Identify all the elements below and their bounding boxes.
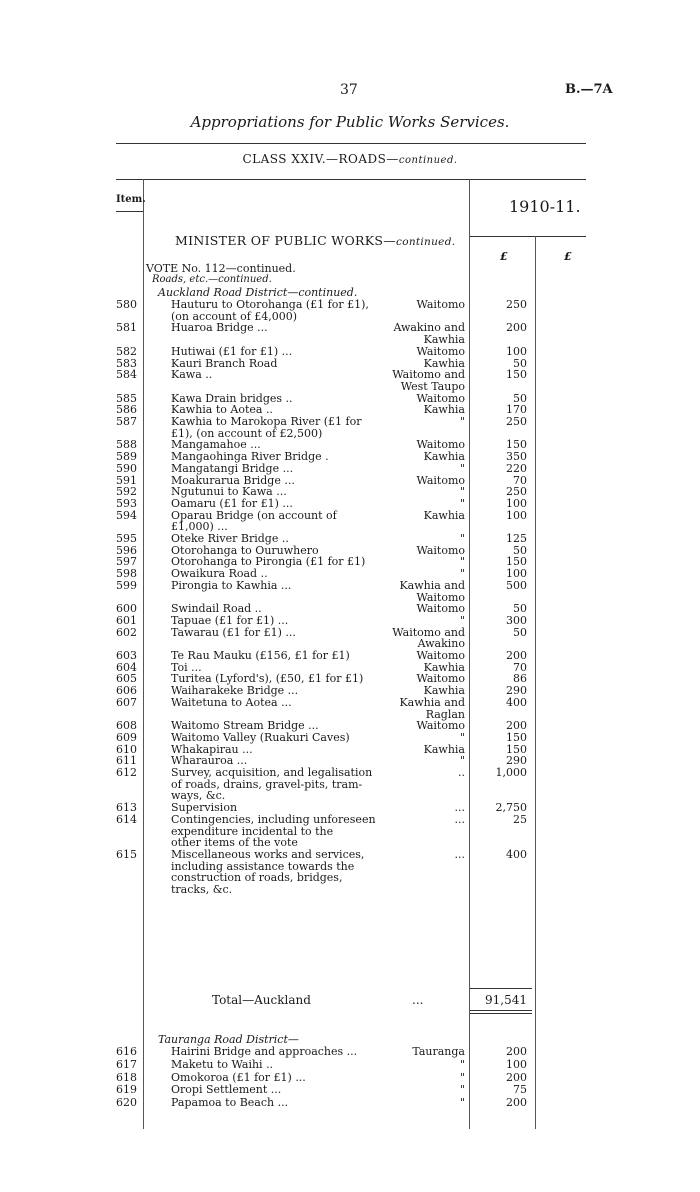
item-number: 595: [116, 532, 137, 545]
item-locality: ": [459, 496, 465, 510]
table-row: [0, 311, 700, 323]
item-amount: 100: [506, 344, 527, 358]
item-description: Kauri Branch Road: [171, 356, 278, 370]
table-row: [0, 580, 700, 592]
item-amount: 200: [506, 321, 527, 335]
item-description: Wharauroa ...: [171, 754, 248, 768]
item-number: 609: [116, 730, 137, 744]
item-amount: 200: [506, 719, 527, 733]
item-description: Supervision: [171, 801, 238, 815]
table-row: [0, 393, 700, 405]
item-locality: Kawhia: [423, 684, 465, 698]
table-row: [0, 638, 700, 650]
table-row: [0, 592, 700, 604]
item-number: 619: [116, 1083, 137, 1097]
item-description: Moakurarua Bridge ...: [171, 473, 295, 487]
item-amount: 75: [513, 1083, 527, 1097]
item-number: 598: [116, 567, 137, 581]
item-number: 599: [116, 578, 137, 592]
item-amount: 200: [506, 1045, 527, 1058]
item-amount: 150: [506, 730, 527, 744]
table-row: [0, 732, 700, 744]
item-description: Waitetuna to Aotea ...: [171, 695, 292, 709]
item-locality: West Taupo: [400, 379, 465, 393]
total-top-rule: [470, 988, 532, 989]
table-row: [0, 346, 700, 358]
item-number: 603: [116, 649, 137, 662]
item-locality: Waitomo: [416, 590, 465, 604]
item-amount: 250: [506, 415, 527, 428]
item-description: Swindail Road ..: [171, 602, 262, 616]
table-row: [0, 872, 700, 884]
item-description: Maketu to Waihi ..: [171, 1057, 274, 1071]
subtitle-main: CLASS XXIV.—ROADS—: [242, 152, 399, 166]
item-number: 615: [116, 847, 137, 861]
item-amount: 500: [506, 578, 527, 592]
table-row: [0, 1072, 700, 1084]
item-number: 611: [116, 754, 137, 768]
table-row: [0, 416, 700, 428]
table-row: [0, 439, 700, 451]
table-row: [0, 720, 700, 732]
item-number: 583: [116, 356, 137, 370]
item-number: 594: [116, 508, 137, 522]
table-row: [0, 510, 700, 522]
item-description: Waitomo Valley (Ruakuri Caves): [171, 730, 350, 744]
item-number: 589: [116, 450, 137, 464]
table-row: [0, 568, 700, 580]
item-description: £1), (on account of £2,500): [171, 426, 323, 440]
total-dots: ...: [412, 993, 424, 1007]
year-header: 1910-11.: [509, 197, 581, 216]
table-row: [0, 673, 700, 685]
item-amount: 70: [513, 660, 527, 674]
item-number: 585: [116, 391, 137, 405]
item-locality: Waitomo and: [392, 368, 465, 382]
item-description: other items of the vote: [171, 836, 298, 850]
item-locality: Waitomo and: [392, 625, 465, 639]
total-amount: 91,541: [485, 993, 527, 1007]
table-row: [0, 556, 700, 568]
table-row: [0, 884, 700, 896]
item-number: 610: [116, 742, 137, 756]
item-locality: Tauranga: [412, 1045, 465, 1058]
table-row: [0, 779, 700, 791]
table-row: [0, 463, 700, 475]
table-row: [0, 334, 700, 346]
item-locality: ...: [454, 801, 465, 815]
table-row: [0, 627, 700, 639]
item-description: including assistance towards the: [171, 859, 355, 873]
class-subtitle: [0, 152, 700, 166]
item-number: 607: [116, 695, 137, 709]
table-row: [0, 521, 700, 533]
table-row: [0, 369, 700, 381]
table-row: [0, 650, 700, 662]
item-description: Otorohanga to Pirongia (£1 for £1): [171, 555, 366, 569]
item-locality: Waitomo: [416, 672, 465, 686]
item-description: ways, &c.: [171, 789, 226, 803]
item-locality: Waitomo: [416, 473, 465, 487]
item-description: Te Rau Mauku (£156, £1 for £1): [171, 649, 350, 662]
item-description: Hutiwai (£1 for £1) ...: [171, 344, 293, 358]
table-row: [0, 381, 700, 393]
item-description: construction of roads, bridges,: [171, 871, 343, 885]
item-amount: 170: [506, 403, 527, 417]
item-locality: Kawhia: [423, 356, 465, 370]
item-description: tracks, &c.: [171, 883, 233, 896]
minister-heading: [175, 233, 455, 248]
item-description: Huaroa Bridge ...: [171, 321, 268, 335]
item-description: Omokoroa (£1 for £1) ...: [171, 1070, 306, 1084]
item-description: of roads, drains, gravel-pits, tram-: [171, 777, 363, 791]
item-locality: ": [459, 1083, 465, 1097]
item-description: Mangaohinga River Bridge .: [171, 450, 329, 464]
item-locality: Kawhia: [423, 508, 465, 522]
table-row: [0, 1059, 700, 1071]
table-row: [0, 603, 700, 615]
item-amount: 250: [506, 485, 527, 499]
item-description: Kawhia to Marokopa River (£1 for: [171, 415, 362, 428]
item-amount: 290: [506, 754, 527, 768]
item-amount: 50: [513, 391, 527, 405]
item-description: Survey, acquisition, and legalisation: [171, 766, 373, 779]
item-number: 591: [116, 473, 137, 487]
item-amount: 100: [506, 567, 527, 581]
item-number: 620: [116, 1096, 137, 1110]
table-row: [0, 826, 700, 838]
item-description: £1,000) ...: [171, 520, 228, 534]
district-heading: Auckland Road District—continued.: [158, 286, 358, 299]
item-locality: ": [459, 754, 465, 768]
item-amount: 100: [506, 1057, 527, 1071]
table-row: [0, 1084, 700, 1096]
table-row: [0, 814, 700, 826]
item-amount: 25: [513, 812, 527, 826]
item-number: 604: [116, 660, 137, 674]
item-locality: ": [459, 485, 465, 499]
item-number: 596: [116, 543, 137, 557]
item-amount: 150: [506, 438, 527, 452]
item-number: 612: [116, 766, 137, 779]
item-locality: Kawhia: [423, 333, 465, 347]
table-row: [0, 428, 700, 440]
item-number: 600: [116, 602, 137, 616]
item-column-header: Item.: [116, 194, 146, 205]
total-label: Total—Auckland: [212, 993, 311, 1007]
item-locality: Waitomo: [416, 602, 465, 616]
item-amount: 100: [506, 508, 527, 522]
item-number: 590: [116, 461, 137, 475]
item-description: Miscellaneous works and services,: [171, 847, 365, 861]
table-row: [0, 322, 700, 334]
table-row: [0, 709, 700, 721]
item-amount: 220: [506, 461, 527, 475]
item-description: Oamaru (£1 for £1) ...: [171, 496, 293, 510]
item-description: Mangatangi Bridge ...: [171, 461, 294, 475]
item-description: Contingencies, including unforeseen: [171, 812, 376, 826]
item-amount: 150: [506, 742, 527, 756]
item-description: expenditure incidental to the: [171, 824, 334, 838]
item-locality: Kawhia and: [399, 695, 465, 709]
item-locality: Awakino and: [393, 321, 465, 335]
table-row: [0, 498, 700, 510]
table-row: [0, 299, 700, 311]
item-description: Hairini Bridge and approaches ...: [171, 1045, 358, 1058]
item-locality: ..: [458, 766, 465, 779]
item-description: Pirongia to Kawhia ...: [171, 578, 292, 592]
item-number: 606: [116, 684, 137, 698]
table-row: [0, 861, 700, 873]
item-description: Turitea (Lyford's), (£50, £1 for £1): [171, 672, 364, 686]
item-locality: Waitomo: [416, 719, 465, 733]
item-amount: 200: [506, 1096, 527, 1110]
item-description: Kawa ..: [171, 368, 213, 382]
item-amount: 86: [513, 672, 527, 686]
item-locality: ": [459, 461, 465, 475]
item-locality: ": [459, 1057, 465, 1071]
table-row: [0, 1046, 700, 1058]
currency-col1: £: [500, 250, 508, 263]
item-amount: 100: [506, 496, 527, 510]
item-locality: ": [459, 532, 465, 545]
item-locality: Awakino: [417, 637, 465, 651]
item-number: 584: [116, 368, 137, 382]
item-locality: Waitomo: [416, 344, 465, 358]
table-row: [0, 685, 700, 697]
item-amount: 1,000: [495, 766, 527, 779]
item-amount: 2,750: [495, 801, 527, 815]
item-locality: ": [459, 1070, 465, 1084]
item-number: 617: [116, 1057, 137, 1071]
item-description: Oparau Bridge (on account of: [171, 508, 337, 522]
year-rule: [470, 236, 586, 237]
item-locality: Kawhia: [423, 403, 465, 417]
item-amount: 290: [506, 684, 527, 698]
item-number: 582: [116, 344, 137, 358]
item-description: Whakapirau ...: [171, 742, 253, 756]
item-locality: Kawhia: [423, 742, 465, 756]
item-amount: 70: [513, 473, 527, 487]
page-title: Appropriations for Public Works Services.: [190, 113, 510, 131]
roads-heading: Roads, etc.—continued.: [152, 274, 272, 285]
item-locality: ...: [454, 847, 465, 861]
table-row: [0, 475, 700, 487]
item-locality: Kawhia: [423, 450, 465, 464]
item-description: Toi ...: [171, 660, 202, 674]
item-number: 608: [116, 719, 137, 733]
vote-heading: VOTE No. 112—continued.: [146, 262, 296, 275]
item-amount: 150: [506, 368, 527, 382]
top-rule: [116, 143, 586, 144]
header-rule: [116, 211, 143, 212]
table-row: [0, 358, 700, 370]
item-number: 587: [116, 415, 137, 428]
item-locality: Kawhia and: [399, 578, 465, 592]
table-row: [0, 1097, 700, 1109]
item-number: 614: [116, 812, 137, 826]
item-locality: ": [459, 1096, 465, 1110]
item-locality: ": [459, 555, 465, 569]
table-top-rule: [116, 179, 586, 180]
item-amount: 150: [506, 555, 527, 569]
item-description: Oropi Settlement ...: [171, 1083, 282, 1097]
item-amount: 50: [513, 543, 527, 557]
item-amount: 350: [506, 450, 527, 464]
item-amount: 50: [513, 356, 527, 370]
table-row: [0, 451, 700, 463]
item-description: Kawa Drain bridges ..: [171, 391, 293, 405]
item-locality: Raglan: [425, 707, 465, 721]
item-amount: 250: [506, 298, 527, 311]
item-description: Waitomo Stream Bridge ...: [171, 719, 319, 733]
item-number: 581: [116, 321, 137, 335]
item-number: 597: [116, 555, 137, 569]
item-amount: 50: [513, 625, 527, 639]
table-row: [0, 790, 700, 802]
item-number: 586: [116, 403, 137, 417]
table-row: [0, 615, 700, 627]
item-description: (on account of £4,000): [171, 309, 298, 323]
item-locality: Waitomo: [416, 649, 465, 662]
total-bottom-rule-2: [470, 1013, 532, 1014]
item-description: Kawhia to Aotea ..: [171, 403, 273, 417]
item-number: 602: [116, 625, 137, 639]
minister-name: MINISTER OF PUBLIC WORKS—: [175, 233, 397, 248]
table-row: [0, 744, 700, 756]
item-locality: ": [459, 415, 465, 428]
subtitle-cont: continued.: [398, 155, 458, 166]
item-locality: ": [459, 730, 465, 744]
page-reference: B.—7A: [565, 82, 613, 97]
item-amount: 200: [506, 1070, 527, 1084]
item-number: 592: [116, 485, 137, 499]
item-number: 601: [116, 613, 137, 627]
item-number: 618: [116, 1070, 137, 1084]
page-number: 37: [340, 82, 358, 98]
item-description: Tapuae (£1 for £1) ...: [171, 613, 289, 627]
item-locality: Waitomo: [416, 298, 465, 311]
item-number: 605: [116, 672, 137, 686]
item-description: Owaikura Road ..: [171, 567, 268, 581]
item-description: Tawarau (£1 for £1) ...: [171, 625, 296, 639]
item-locality: Waitomo: [416, 543, 465, 557]
item-locality: ...: [454, 812, 465, 826]
item-amount: 200: [506, 649, 527, 662]
minister-cont: continued.: [396, 236, 456, 248]
item-locality: Kawhia: [423, 660, 465, 674]
item-locality: Waitomo: [416, 391, 465, 405]
total-bottom-rule: [470, 1010, 532, 1011]
item-locality: ": [459, 613, 465, 627]
item-number: 580: [116, 298, 137, 311]
item-description: Waiharakeke Bridge ...: [171, 684, 299, 698]
table-row: [0, 486, 700, 498]
item-amount: 400: [506, 847, 527, 861]
item-amount: 125: [506, 532, 527, 545]
item-locality: ": [459, 567, 465, 581]
item-description: Otorohanga to Ouruwhero: [171, 543, 319, 557]
item-amount: 400: [506, 695, 527, 709]
item-locality: Waitomo: [416, 438, 465, 452]
district2-heading: Tauranga Road District—: [158, 1033, 299, 1046]
table-row: [0, 697, 700, 709]
item-description: Papamoa to Beach ...: [171, 1096, 289, 1110]
item-number: 616: [116, 1045, 137, 1058]
item-description: Ngutunui to Kawa ...: [171, 485, 287, 499]
item-amount: 50: [513, 602, 527, 616]
item-number: 588: [116, 438, 137, 452]
item-description: Hauturu to Otorohanga (£1 for £1),: [171, 298, 369, 311]
item-description: Oteke River Bridge ..: [171, 532, 289, 545]
item-amount: 300: [506, 613, 527, 627]
currency-col2: £: [564, 250, 572, 263]
table-row: [0, 533, 700, 545]
item-number: 613: [116, 801, 137, 815]
item-description: Mangamahoe ...: [171, 438, 261, 452]
item-number: 593: [116, 496, 137, 510]
